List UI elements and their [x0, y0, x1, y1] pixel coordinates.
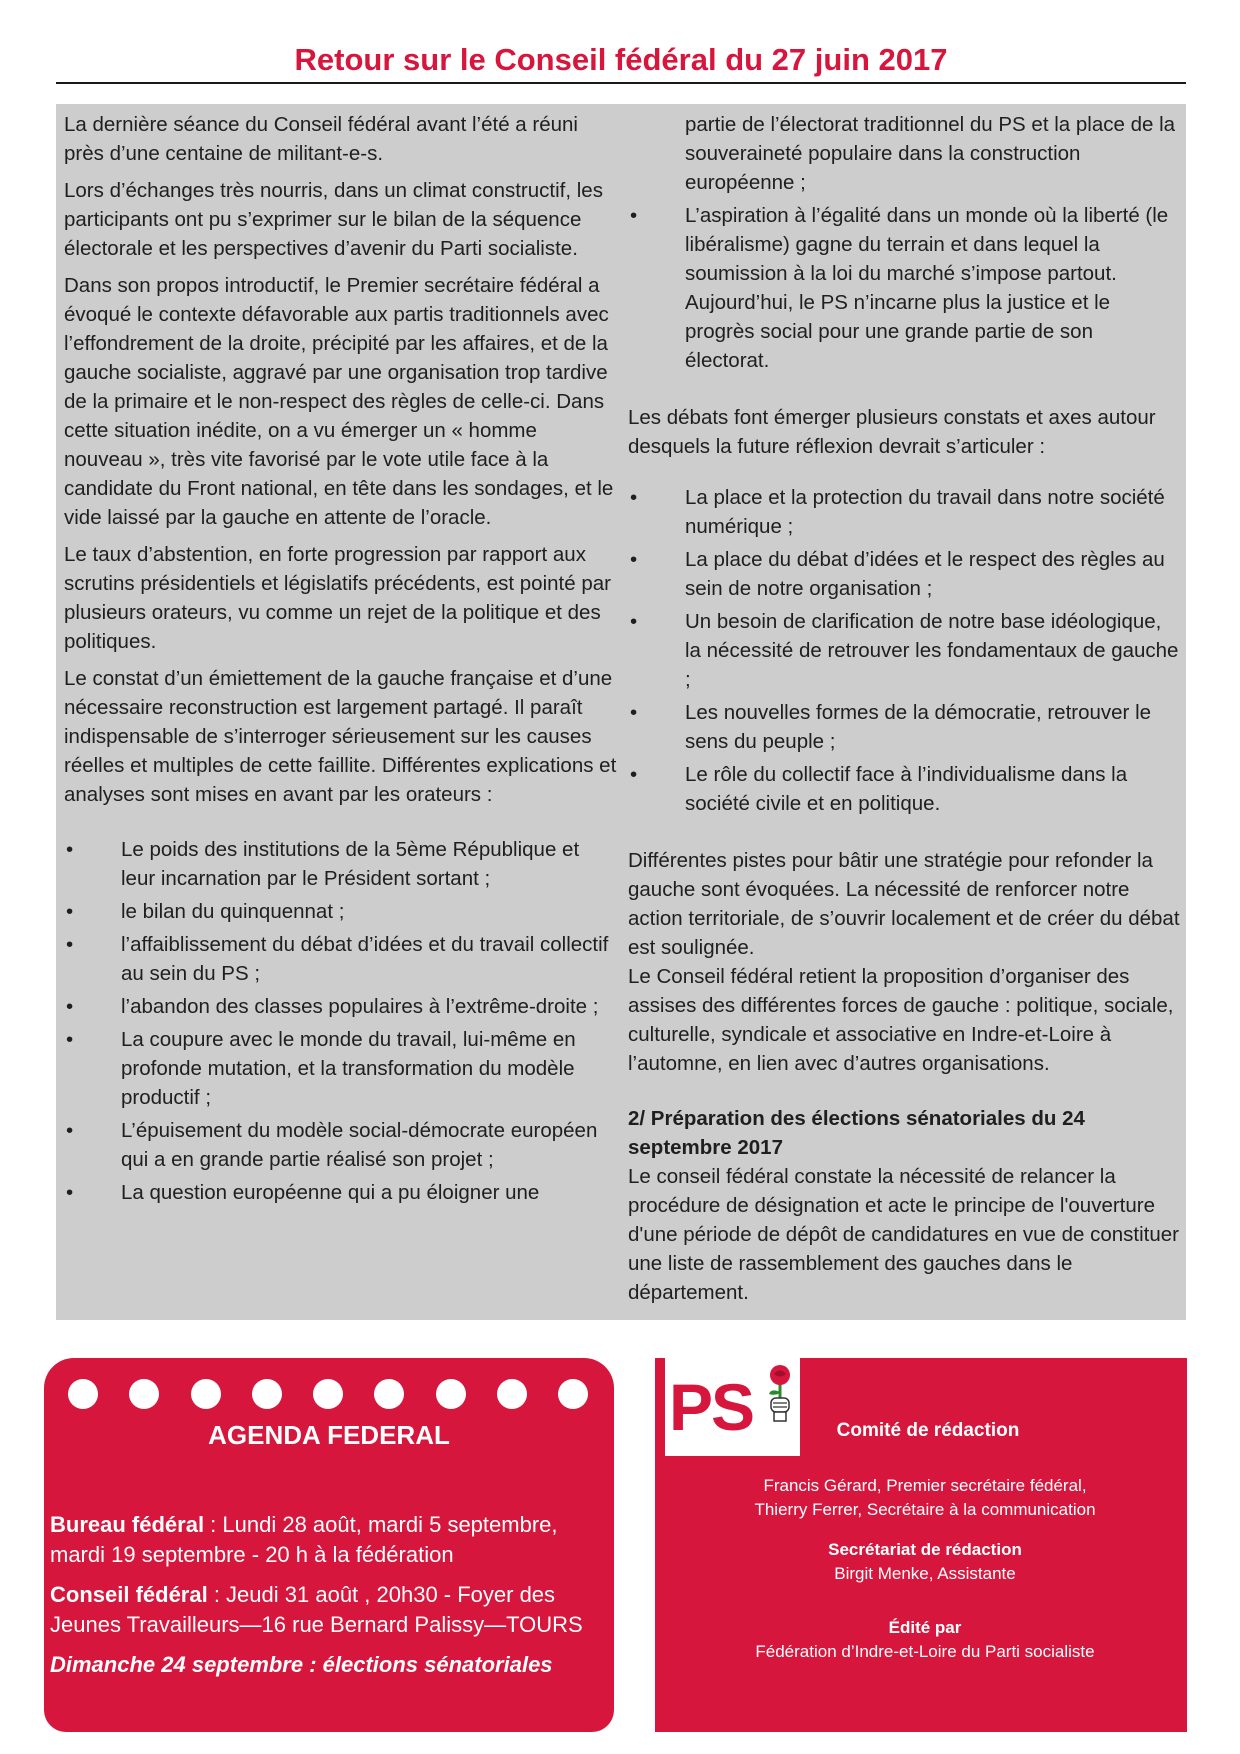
- ring-hole-icon: [558, 1379, 588, 1409]
- list-item: • Les nouvelles formes de la démocratie, retrouver le sens du peuple ;: [628, 698, 1181, 756]
- list-item: • l’abandon des classes populaires à l’extrême-droite ;: [64, 992, 617, 1021]
- article-column-left: [64, 110, 617, 1211]
- article-paragraph: Les débats font émerger plusieurs constats et axes autour desquels la future réflexion devrait s’articuler :: [628, 406, 1156, 458]
- list-item: • La question européenne qui a pu éloigner une: [64, 1178, 617, 1207]
- comite-members: [675, 1474, 1175, 1522]
- ring-hole-icon: [436, 1379, 466, 1409]
- article-paragraph: Le conseil fédéral constate la nécessité de relancer la procédure de désignation et acte le principe de l'ouverture d'une période de dépôt de candidatures en vue de constituer une liste de rassemblement des gauches dans le département.: [628, 1165, 1179, 1304]
- ring-hole-icon: [313, 1379, 343, 1409]
- agenda-entry-text: : Jeudi 31 août , 20h30 - Foyer des Jeunes Travailleurs—16 rue Bernard Palissy—TOURS: [50, 1582, 583, 1637]
- agenda-card: [44, 1358, 614, 1732]
- list-item: • L’aspiration à l’égalité dans un monde où la liberté (le libéralisme) gagne du terrain et dans lequel la soumission à la loi du marché s’impose partout. Aujourd’hui, le PS n’incarne plus la justice et le progrès social pour une grande partie de son électorat.: [628, 201, 1181, 375]
- list-item: • le bilan du quinquennat ;: [64, 897, 617, 926]
- list-item: • Le rôle du collectif face à l’individualisme dans la société civile et en politique.: [628, 760, 1181, 818]
- agenda-entry-label: Conseil fédéral: [50, 1582, 208, 1607]
- list-item-continued: partie de l’électorat traditionnel du PS et la place de la souveraineté populaire dans la construction européenne ;: [685, 113, 1176, 194]
- ring-hole-icon: [497, 1379, 527, 1409]
- comite-title: Comité de rédaction: [836, 1420, 1020, 1441]
- list-item: • Le poids des institutions de la 5ème République et leur incarnation par le Président sortant ;: [64, 835, 617, 893]
- notepad-rings: [68, 1379, 588, 1409]
- list-item: • Un besoin de clarification de notre base idéologique, la nécessité de retrouver les fondamentaux de gauche ;: [628, 607, 1181, 694]
- article-paragraph: Le Conseil fédéral retient la proposition d’organiser des assises des différentes forces de gauche : politique, sociale, culturelle, syndicale et associative en Indre-et-Loire à l’automne, en lien avec d’autres organisations.: [628, 965, 1174, 1075]
- page-title: Retour sur le Conseil fédéral du 27 juin 2017: [294, 42, 948, 77]
- list-item: • l’affaiblissement du débat d’idées et du travail collectif au sein du PS ;: [64, 930, 617, 988]
- rose-fist-icon: [763, 1362, 797, 1422]
- list-item: • La place du débat d’idées et le respect des règles au sein de notre organisation ;: [628, 545, 1181, 603]
- publisher-title: Édité par: [888, 1618, 962, 1637]
- agenda-body: [50, 1510, 598, 1690]
- article-panel: [56, 104, 1186, 1320]
- ring-hole-icon: [374, 1379, 404, 1409]
- article-paragraph: Le taux d’abstention, en forte progression par rapport aux scrutins présidentiels et législatifs précédents, est pointé par plusieurs orateurs, vu comme un rejet de la politique et des politiques.: [64, 543, 611, 653]
- list-item: • L’épuisement du modèle social-démocrate européen qui a en grande partie réalisé son projet ;: [64, 1116, 617, 1174]
- agenda-title: AGENDA FEDERAL: [208, 1420, 450, 1450]
- agenda-entry: [50, 1510, 598, 1570]
- list-item: • La place et la protection du travail dans notre société numérique ;: [628, 483, 1181, 541]
- agenda-entry-label: Bureau fédéral: [50, 1512, 205, 1537]
- agenda-entry-text: : Lundi 28 août, mardi 5 septembre, mardi 19 septembre - 20 h à la fédération: [50, 1512, 558, 1567]
- axes-list: [628, 483, 1181, 818]
- causes-list: [64, 835, 617, 1207]
- ps-logo-text: PS: [669, 1370, 754, 1444]
- article-paragraph: Le constat d’un émiettement de la gauche française et d’une nécessaire reconstruction est largement partagé. Il paraît indispensable de s’interroger sérieusement sur les causes réelles et multiples de cette faillite. Différentes explications et analyses sont mises en avant par les orateurs :: [64, 667, 617, 806]
- section-heading: 2/ Préparation des élections sénatoriales du 24 septembre 2017: [628, 1107, 1085, 1159]
- ring-hole-icon: [252, 1379, 282, 1409]
- secretariat-block: [675, 1538, 1175, 1586]
- publisher-block: [675, 1616, 1175, 1664]
- ring-hole-icon: [191, 1379, 221, 1409]
- publisher-name: Fédération d’Indre-et-Loire du Parti socialiste: [755, 1642, 1095, 1661]
- article-column-right: [628, 110, 1181, 1315]
- comite-member: Francis Gérard, Premier secrétaire fédéral,: [763, 1476, 1087, 1495]
- secretariat-title: Secrétariat de rédaction: [828, 1540, 1022, 1559]
- agenda-entry: [50, 1580, 598, 1640]
- ps-logo: [665, 1358, 800, 1456]
- colophon-card: [655, 1358, 1187, 1732]
- article-paragraph: Lors d’échanges très nourris, dans un climat constructif, les participants ont pu s’exprimer sur le bilan de la séquence électorale et les perspectives d’avenir du Parti socialiste.: [64, 179, 603, 260]
- title-rule: [56, 82, 1186, 84]
- agenda-note: Dimanche 24 septembre : élections sénatoriales: [50, 1652, 553, 1677]
- ring-hole-icon: [129, 1379, 159, 1409]
- article-paragraph: Différentes pistes pour bâtir une stratégie pour refonder la gauche sont évoquées. La nécessité de renforcer notre action territoriale, de s’ouvrir localement et de créer du débat est soulignée.: [628, 849, 1180, 959]
- article-paragraph: Dans son propos introductif, le Premier secrétaire fédéral a évoqué le contexte défavorable aux partis traditionnels avec l’effondrement de la droite, précipité par les affaires, et de la gauche socialiste, aggravé par une organisation trop tardive de la primaire et le non-respect des règles de celle-ci. Dans cette situation inédite, on a vu émerger un « homme nouveau », très vite favorisé par le vote utile face à la candidate du Front national, en tête dans les sondages, et le vide laissé par la gauche en attente de l’oracle.: [64, 274, 614, 529]
- secretariat-name: Birgit Menke, Assistante: [834, 1564, 1016, 1583]
- causes-list-continued: [628, 110, 1181, 375]
- article-paragraph: La dernière séance du Conseil fédéral avant l’été a réuni près d’une centaine de militant-e-s.: [64, 113, 578, 165]
- comite-member: Thierry Ferrer, Secrétaire à la communication: [754, 1500, 1096, 1519]
- ring-hole-icon: [68, 1379, 98, 1409]
- list-item: • La coupure avec le monde du travail, lui-même en profonde mutation, et la transformation du modèle productif ;: [64, 1025, 617, 1112]
